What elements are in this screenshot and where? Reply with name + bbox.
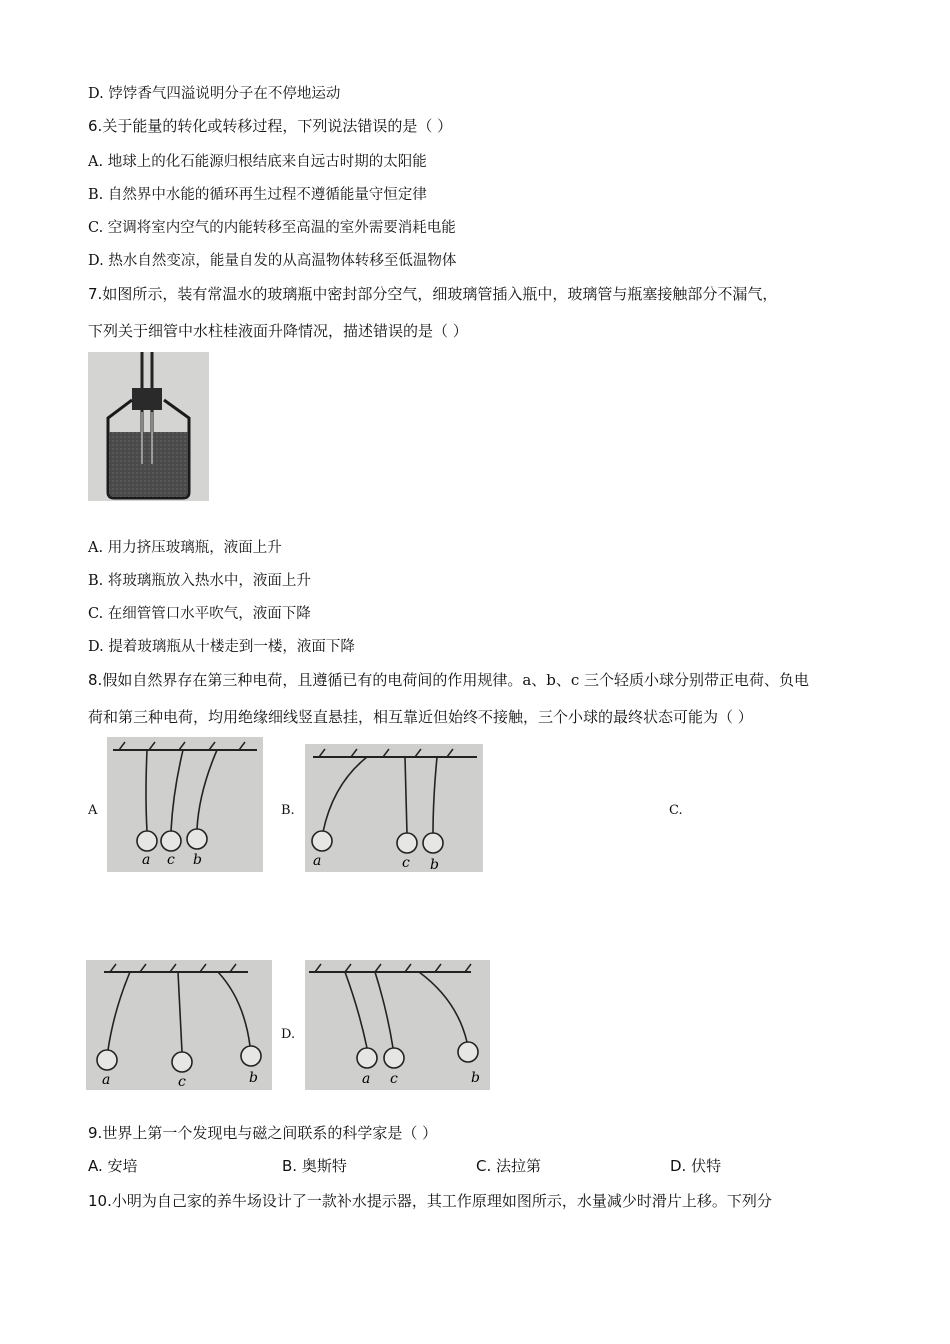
q9-option-c xyxy=(476,1155,541,1176)
q10-stem xyxy=(88,1190,772,1211)
bottle-diagram xyxy=(88,352,209,501)
pendulum-diagram-d xyxy=(305,960,490,1090)
q7-option-b: B. 将玻璃瓶放入热水中，液面上升 xyxy=(88,573,311,589)
q9-option-c-key: C. xyxy=(476,1157,492,1175)
q5-option-d: D. 饽饽香气四溢说明分子在不停地运动 xyxy=(88,86,341,102)
q8-label-d: D. xyxy=(281,1027,296,1042)
q9-option-b-text: 奥斯特 xyxy=(301,1157,347,1175)
q9-stem-text: 世界上第一个发现电与磁之间联系的科学家是（ ） xyxy=(102,1124,438,1142)
q8-figure-b xyxy=(305,744,483,872)
q10-stem-text: 小明为自己家的养牛场设计了一款补水提示器，其工作原理如图所示，水量减少时滑片上移。下列分 xyxy=(111,1192,772,1210)
q8-stem-line1 xyxy=(88,669,809,690)
q9-option-b xyxy=(282,1155,347,1176)
ball-label-b: b xyxy=(193,852,202,868)
pendulum-diagram-c xyxy=(86,960,272,1090)
q7-stem-line2: 下列关于细管中水柱桂液面升降情况，描述错误的是（ ） xyxy=(88,322,468,340)
q9-option-a-text: 安培 xyxy=(107,1157,138,1175)
q6-option-a: A. 地球上的化石能源归根结底来自远古时期的太阳能 xyxy=(88,154,427,170)
q6-stem xyxy=(88,115,452,136)
q6-option-c: C. 空调将室内空气的内能转移至高温的室外需要消耗电能 xyxy=(88,220,456,236)
q8-label-b: B. xyxy=(281,803,295,818)
ball-label-a: a xyxy=(313,853,322,869)
ball-label-a: a xyxy=(142,852,151,868)
q7-bottle-figure xyxy=(88,352,209,501)
q8-figure-c xyxy=(86,960,272,1090)
q9-option-b-key: B. xyxy=(282,1157,298,1175)
q8-figure-a xyxy=(107,737,263,872)
q9-number: 9. xyxy=(88,1124,103,1142)
ball-label-b: b xyxy=(471,1070,480,1086)
q8-stem-line2: 荷和第三种电荷，均用绝缘细线竖直悬挂，相互靠近但始终不接触，三个小球的最终状态可能为（ ） xyxy=(88,708,753,726)
q7-option-d: D. 提着玻璃瓶从十楼走到一楼，液面下降 xyxy=(88,639,355,655)
q9-option-c-text: 法拉第 xyxy=(496,1157,542,1175)
q6-number: 6. xyxy=(88,117,103,135)
q10-number: 10. xyxy=(88,1192,112,1210)
ball-label-c: c xyxy=(402,855,410,871)
ball-label-c: c xyxy=(390,1071,398,1087)
ball-label-b: b xyxy=(249,1070,258,1086)
pendulum-diagram-b xyxy=(305,744,483,872)
q9-option-a-key: A. xyxy=(88,1157,103,1175)
q8-figure-d xyxy=(305,960,490,1090)
q7-option-a: A. 用力挤压玻璃瓶，液面上升 xyxy=(88,540,282,556)
q8-label-c: C. xyxy=(669,803,683,818)
q9-option-a xyxy=(88,1155,138,1176)
q6-option-d: D. 热水自然变凉，能量自发的从高温物体转移至低温物体 xyxy=(88,253,457,269)
ball-label-c: c xyxy=(178,1074,186,1090)
q9-option-d-key: D. xyxy=(670,1157,687,1175)
ball-label-c: c xyxy=(167,852,175,868)
q7-option-c: C. 在细管管口水平吹气，液面下降 xyxy=(88,606,311,622)
q7-stem-text1: 如图所示，装有常温水的玻璃瓶中密封部分空气，细玻璃管插入瓶中，玻璃管与瓶塞接触部分不漏气， xyxy=(102,285,778,303)
ball-label-a: a xyxy=(362,1071,371,1087)
q6-stem-text: 关于能量的转化或转移过程，下列说法错误的是（ ） xyxy=(102,117,453,135)
q9-stem xyxy=(88,1122,437,1143)
q6-option-b: B. 自然界中水能的循环再生过程不遵循能量守恒定律 xyxy=(88,187,427,203)
q8-number: 8. xyxy=(88,671,103,689)
pendulum-diagram-a xyxy=(107,737,263,872)
ball-label-a: a xyxy=(102,1072,111,1088)
q7-number: 7. xyxy=(88,285,103,303)
q9-option-d xyxy=(670,1155,721,1176)
q7-stem-line1 xyxy=(88,283,777,304)
q9-option-d-text: 伏特 xyxy=(691,1157,722,1175)
q8-label-a: A xyxy=(88,803,98,818)
ball-label-b: b xyxy=(430,857,439,872)
q8-stem-text1: 假如自然界存在第三种电荷，且遵循已有的电荷间的作用规律。a、b、c 三个轻质小球分别带正电荷、负电 xyxy=(102,671,810,689)
